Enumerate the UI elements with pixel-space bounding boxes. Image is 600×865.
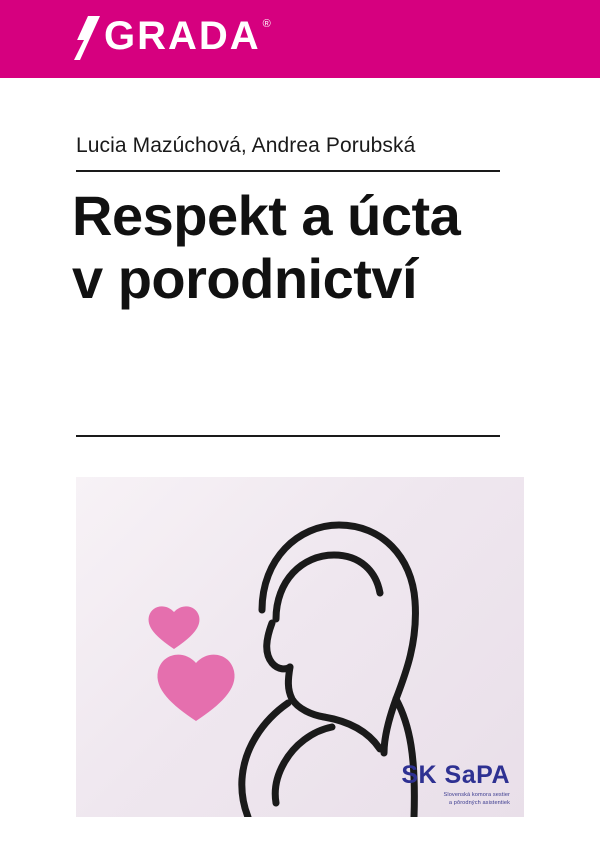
sk-sapa-badge <box>401 760 510 807</box>
trademark-symbol: ® <box>262 18 271 30</box>
authors: Lucia Mazúchová, Andrea Porubská <box>76 134 416 157</box>
grada-mark-icon <box>66 14 100 58</box>
divider-bottom <box>76 435 500 437</box>
publisher-name: GRADA <box>104 14 261 58</box>
heart-icon-small <box>149 606 200 649</box>
sk-sapa-subtitle <box>401 791 510 807</box>
book-title-line-1: Respekt a úcta <box>72 184 461 247</box>
sk-sapa-sk: SK <box>401 760 438 789</box>
heart-icon-large <box>157 655 234 721</box>
book-title <box>72 184 522 311</box>
book-title-line-2: v porodnictví <box>72 247 418 311</box>
sk-sapa-sapa: SaPA <box>444 760 510 789</box>
publisher-logo <box>66 14 271 64</box>
divider-top <box>76 170 500 172</box>
sk-sapa-title <box>401 760 510 789</box>
publisher-band <box>0 0 600 78</box>
cover-illustration <box>76 477 524 817</box>
sk-sapa-subtitle-line-1: Slovenská komora sestier <box>443 791 510 798</box>
sk-sapa-subtitle-line-2: a pôrodných asistentiek <box>448 799 510 806</box>
